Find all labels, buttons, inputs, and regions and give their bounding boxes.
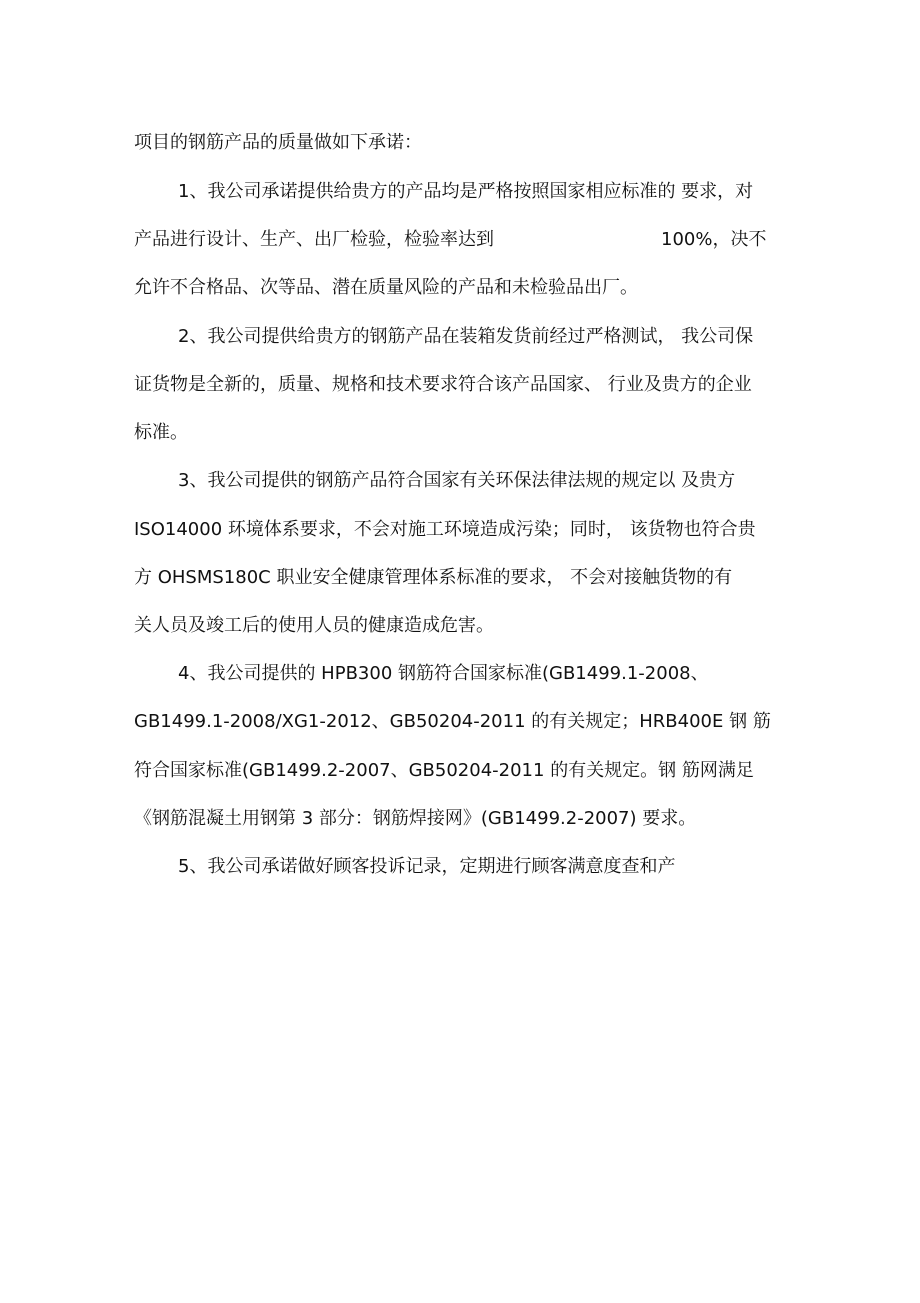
text-line-item4-d: 《钢筋混凝土用钢第 3 部分：钢筋焊接网》(GB1499.2-2007) 要求。: [134, 808, 697, 829]
text-line-item2-b: 证货物是全新的，质量、规格和技术要求符合该产品国家、 行业及贵方的企业: [134, 374, 752, 395]
text-line-item1-b: 产品进行设计、生产、出厂检验，检验率达到: [134, 229, 494, 250]
text-line-item1-c: 允许不合格品、次等品、潜在质量风险的产品和未检验品出厂。: [134, 277, 638, 298]
text-line-item1-a: 1、我公司承诺提供给贵方的产品均是严格按照国家相应标准的 要求，对: [178, 181, 754, 202]
text-line-item4-b: GB1499.1-2008/XG1-2012、GB50204-2011 的有关规定；HRB400E 钢 筋: [134, 711, 771, 732]
text-line-item3-d: 关人员及竣工后的使用人员的健康造成危害。: [134, 615, 494, 636]
text-line-item2-c: 标准。: [134, 422, 188, 443]
text-line-item4-a: 4、我公司提供的 HPB300 钢筋符合国家标准(GB1499.1-2008、: [178, 663, 709, 684]
text-line-item3-b: ISO14000 环境体系要求，不会对施工环境造成污染；同时， 该货物也符合贵: [134, 519, 756, 540]
text-line-intro: 项目的钢筋产品的质量做如下承诺：: [134, 132, 422, 153]
text-line-item5-a: 5、我公司承诺做好顾客投诉记录，定期进行顾客满意度查和产: [178, 856, 676, 877]
text-line-item4-c: 符合国家标准(GB1499.2-2007、GB50204-2011 的有关规定。钢 筋网满足: [134, 760, 754, 781]
text-line-item1-b-right: 100%，决不: [661, 229, 767, 250]
text-line-item3-c: 方 OHSMS180C 职业安全健康管理体系标准的要求， 不会对接触货物的有: [134, 567, 733, 588]
text-line-item3-a: 3、我公司提供的钢筋产品符合国家有关环保法律法规的规定以 及贵方: [178, 470, 736, 491]
text-line-item2-a: 2、我公司提供给贵方的钢筋产品在装箱发货前经过严格测试， 我公司保: [178, 326, 754, 347]
